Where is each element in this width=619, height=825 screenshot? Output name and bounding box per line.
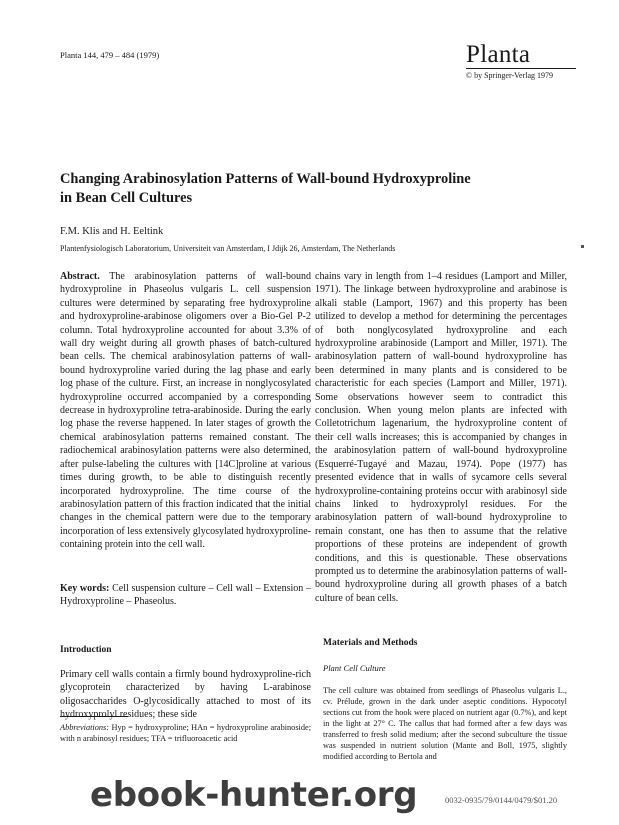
introduction-text [60, 668, 311, 722]
keywords-text: Cell suspension culture – Cell wall – Extension – Hydroxyproline – Phaseolus. [60, 583, 311, 608]
abstract-label: Abstract. [60, 271, 100, 282]
keywords-label: Key words: [60, 583, 110, 594]
affiliation: Plantenfysiologisch Laboratorium, Universiteit van Amsterdam, I Jdijk 26, Amsterdam, The Netherlands [60, 244, 396, 253]
journal-citation: Planta 144, 479 – 484 (1979) [60, 50, 160, 60]
introduction-paragraph: Primary cell walls contain a firmly bound hydroxyproline-rich glycoprotein characterized by having L-arabinose oligosaccharides O-glycosidically attached to most of its hydroxyprolyl residues; these side [60, 669, 311, 721]
copyright-line: © by Springer-Verlag 1979 [466, 71, 554, 80]
authors: F.M. Klis and H. Eeltink [60, 226, 164, 237]
materials-methods-text [323, 685, 567, 762]
abstract-text: The arabinosylation patterns of wall-bound hydroxyproline in Phaseolus vulgaris L. cell suspension cultures were determined by separating free hydroxyproline and hydroxyproline-arabinose oligomers over a Bio-Gel P-2 column. Total hydroxyproline accounted for about 3.3% of wall dry weight during all growth phases of batch-cultured bean cells. The chemical arabinosylation patterns of wall-bound hydroxyproline varied during the lag phase and early log phase of the culture. First, an increase in nonglycosylated hydroxyproline occurred accompanied by a corresponding decrease in hydroxyproline tetra-arabinoside. During the early log phase the reverse happened. In later stages of growth the chemical arabinosylation patterns remained constant. The radiochemical arabinosylation patterns were also determined, after pulse-labeling the cultures with [14C]proline at various times during growth, to be able to distinguish recently incorporated hydroxyproline. The time course of the arabinosylation pattern of this fraction indicated that the initial changes in the chemical pattern were due to the temporary incorporation of less extensively glycosylated hydroxyproline-containing protein into the cell wall. [60, 271, 312, 551]
watermark: ebook-hunter.org [90, 775, 418, 815]
journal-logo: Planta [466, 41, 531, 68]
abbreviations-footnote [60, 722, 311, 744]
abstract [60, 270, 311, 552]
abbreviations-text: Hyp = hydroxyproline; HAn = hydroxyproline arabinoside; with n arabinosyl residues; TFA = trifluoroacetic acid [60, 723, 311, 743]
keywords [60, 582, 311, 609]
plant-cell-culture-subheading: Plant Cell Culture [323, 663, 386, 673]
logo-rule [466, 68, 576, 69]
speck-mark [581, 245, 584, 248]
abbreviations-label: Abbreviations: [60, 723, 110, 732]
right-column-text [315, 270, 567, 605]
intro-continuation: chains vary in length from 1–4 residues (Lamport and Miller, 1971). The linkage between hydroxyproline and arabinose is alkali stable (Lamport, 1967) and this property has been utilized to develop a method for determining the percentages of both nonglycosylated hydroxyproline and each hydroxyproline arabinoside (Lamport and Miller, 1971). The arabinosylation pattern of wall-bound hydroxyproline has been determined in many plants and is considered to be characteristic for each species (Lamport and Miller, 1971). Some observations however seem to contradict this conclusion. When young melon plants are infected with Colletotrichum lagenarium, the hydroxyproline content of their cell walls increases; this is accompanied by changes in the arabinosylation pattern of wall-bound hydroxyproline (Esquerré-Tugayé and Mazau, 1974). Pope (1977) has presented evidence that in walls of sycamore cells several hydroxyproline-containing proteins occur with arabinosyl side chains linked to hydroxyprolyl residues. For the arabinosylation pattern of wall-bound hydroxyproline to remain constant, one has then to assume that the relative proportions of these proteins are independent of growth conditions, and this is questionable. These observations prompted us to determine the arabinosylation patterns of wall-bound hydroxyproline during all growth phases of a batch culture of bean cells. [315, 271, 567, 604]
footnote-rule [60, 716, 128, 717]
article-code: 0032-0935/79/0144/0479/$01.20 [445, 795, 558, 805]
materials-methods-heading: Materials and Methods [323, 638, 418, 648]
paper-title [60, 170, 520, 208]
materials-paragraph: The cell culture was obtained from seedlings of Phaseolus vulgaris L., cv. Prélude, grown in the dark under aseptic conditions. Hypocotyl sections cut from the hook were placed on nutrient agar (0.7%), and kept in the light at 27° C. The callus that had formed after a few days was transferred to fresh solid medium; after the second subculture the tissue was suspended in nutrient solution (Mante and Boll, 1975, slightly modified according to Bertola and [323, 686, 567, 761]
title-line-2: in Bean Cell Cultures [60, 190, 193, 206]
title-line-1: Changing Arabinosylation Patterns of Wall-bound Hydroxyproline [60, 171, 471, 187]
introduction-heading: Introduction [60, 645, 112, 655]
journal-brand [466, 42, 576, 80]
